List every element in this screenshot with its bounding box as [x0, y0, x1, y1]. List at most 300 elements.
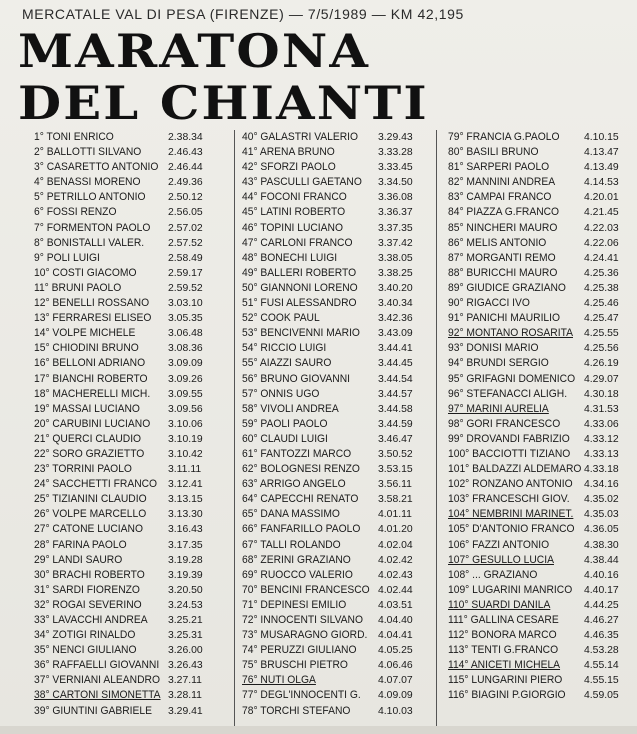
runner-name: 26° VOLPE MARCELLO: [34, 508, 147, 521]
result-row: [34, 673, 230, 688]
finish-time: 2.59.52: [168, 282, 203, 294]
finish-time: 4.09.09: [378, 690, 413, 702]
result-row: [242, 221, 428, 236]
result-row: [34, 145, 230, 160]
result-row: [242, 688, 428, 703]
runner-name: 48° BONECHI LUIGI: [242, 251, 338, 264]
finish-time: 3.37.42: [378, 237, 413, 249]
finish-time: 3.58.21: [378, 494, 413, 506]
finish-time: 3.10.06: [168, 418, 203, 430]
result-row: [242, 673, 428, 688]
runner-name: 32° ROGAI SEVERINO: [34, 598, 142, 611]
finish-time: 3.29.41: [168, 705, 203, 717]
runner-name: 107° GESULLO LUCIA: [448, 553, 554, 566]
finish-time: 3.09.09: [168, 358, 203, 370]
result-row: [242, 643, 428, 658]
finish-time: 3.38.25: [378, 267, 413, 279]
runner-name: 90° RIGACCI IVO: [448, 297, 530, 310]
runner-name: 85° NINCHERI MAURO: [448, 221, 558, 234]
column-divider: [436, 130, 437, 730]
finish-time: 4.06.46: [378, 660, 413, 672]
finish-time: 4.55.15: [584, 675, 619, 687]
runner-name: 68° ZERINI GRAZIANO: [242, 553, 351, 566]
finish-time: 3.56.11: [378, 479, 412, 491]
runner-name: 99° DROVANDI FABRIZIO: [448, 432, 570, 445]
runner-name: 15° CHIODINI BRUNO: [34, 342, 139, 355]
result-row: [34, 613, 230, 628]
runner-name: 102° RONZANO ANTONIO: [448, 478, 573, 491]
finish-time: 3.28.11: [168, 690, 202, 702]
finish-time: 4.35.02: [584, 494, 619, 506]
finish-time: 3.34.50: [378, 177, 413, 189]
finish-time: 3.12.41: [168, 479, 203, 491]
runner-name: 97° MARINI AURELIA: [448, 402, 549, 415]
runner-name: 52° COOK PAUL: [242, 312, 320, 325]
clipping-edge: [0, 726, 637, 734]
finish-time: 4.33.18: [584, 464, 619, 476]
runner-name: 53° BENCIVENNI MARIO: [242, 327, 360, 340]
finish-time: 4.24.41: [584, 252, 619, 264]
result-row: [448, 145, 637, 160]
result-row: [242, 417, 428, 432]
runner-name: 39° GIUNTINI GABRIELE: [34, 704, 152, 717]
result-row: [34, 538, 230, 553]
result-row: [34, 447, 230, 462]
result-row: [34, 522, 230, 537]
finish-time: 3.09.55: [168, 388, 203, 400]
result-row: [448, 326, 637, 341]
results-column-3: [448, 130, 637, 704]
result-row: [242, 432, 428, 447]
runner-name: 74° PERUZZI GIULIANO: [242, 644, 357, 657]
finish-time: 4.25.38: [584, 282, 619, 294]
runner-name: 79° FRANCIA G.PAOLO: [448, 131, 560, 143]
runner-name: 95° GRIFAGNI DOMENICO: [448, 372, 576, 385]
finish-time: 4.03.51: [378, 599, 413, 611]
finish-time: 3.26.00: [168, 645, 203, 657]
finish-time: 3.05.35: [168, 313, 203, 325]
finish-time: 4.05.25: [378, 645, 413, 657]
finish-time: 2.46.44: [168, 162, 203, 174]
finish-time: 3.40.20: [378, 282, 413, 294]
runner-name: 9° POLI LUIGI: [34, 251, 100, 264]
runner-name: 63° ARRIGO ANGELO: [242, 478, 346, 491]
finish-time: 3.10.19: [168, 433, 203, 445]
result-row: [448, 553, 637, 568]
finish-time: 4.25.47: [584, 313, 619, 325]
runner-name: 4° BENASSI MORENO: [34, 176, 141, 189]
finish-time: 4.46.27: [584, 615, 619, 626]
runner-name: 114° ANICETI MICHELA: [448, 659, 561, 672]
finish-time: 3.43.09: [378, 328, 413, 340]
runner-name: 51° FUSI ALESSANDRO: [242, 297, 357, 310]
result-row: [242, 628, 428, 643]
finish-time: 3.16.43: [168, 524, 203, 536]
finish-time: 3.20.50: [168, 584, 203, 596]
finish-time: 2.56.05: [168, 207, 203, 219]
finish-time: 3.19.28: [168, 554, 203, 566]
finish-time: 2.57.02: [168, 222, 203, 234]
finish-time: 4.38.30: [584, 539, 619, 551]
finish-time: 3.53.15: [378, 464, 413, 476]
runner-name: 56° BRUNO GIOVANNI: [242, 372, 351, 385]
result-row: [448, 205, 637, 220]
finish-time: 2.50.12: [168, 192, 203, 204]
finish-time: 3.44.59: [378, 418, 413, 430]
finish-time: 3.29.43: [378, 132, 413, 143]
runner-name: 96° STEFANACCI ALIGH.: [448, 387, 568, 400]
finish-time: 3.36.37: [378, 207, 413, 219]
result-row: [242, 251, 428, 266]
runner-name: 71° DEPINESI EMILIO: [242, 598, 347, 611]
finish-time: 3.17.35: [168, 539, 203, 551]
runner-name: 83° CAMPAI FRANCO: [448, 191, 552, 204]
finish-time: 4.02.44: [378, 584, 413, 596]
runner-name: 34° ZOTIGI RINALDO: [34, 629, 136, 642]
finish-time: 3.33.45: [378, 162, 413, 174]
finish-time: 4.33.13: [584, 448, 619, 460]
finish-time: 4.40.16: [584, 569, 619, 581]
result-row: [34, 130, 230, 145]
finish-time: 4.33.06: [584, 418, 619, 430]
result-row: [34, 372, 230, 387]
runner-name: 92° MONTANO ROSARITA: [448, 327, 573, 340]
result-row: [242, 175, 428, 190]
runner-name: 24° SACCHETTI FRANCO: [34, 478, 158, 491]
result-row: [242, 266, 428, 281]
runner-name: 19° MASSAI LUCIANO: [34, 402, 140, 415]
finish-time: 2.46.43: [168, 147, 203, 159]
runner-name: 61° FANTOZZI MARCO: [242, 447, 352, 460]
runner-name: 55° AIAZZI SAURO: [242, 357, 332, 370]
finish-time: 4.13.47: [584, 147, 619, 159]
result-row: [448, 673, 637, 688]
result-row: [448, 190, 637, 205]
finish-time: 4.02.04: [378, 539, 413, 551]
result-row: [242, 341, 428, 356]
runner-name: 1° TONI ENRICO: [34, 131, 114, 143]
runner-name: 13° FERRARESI ELISEO: [34, 312, 152, 325]
result-row: [242, 311, 428, 326]
result-row: [242, 447, 428, 462]
finish-time: 4.04.41: [378, 630, 413, 642]
result-row: [34, 492, 230, 507]
finish-time: 4.33.12: [584, 433, 619, 445]
finish-time: 3.13.15: [168, 494, 203, 506]
result-row: [448, 251, 637, 266]
result-row: [34, 477, 230, 492]
title-line-2: DEL CHIANTI: [18, 76, 429, 130]
runner-name: 7° FORMENTON PAOLO: [34, 221, 151, 234]
finish-time: 4.44.25: [584, 599, 619, 611]
column-divider: [234, 130, 235, 730]
result-row: [448, 236, 637, 251]
runner-name: 108° ... GRAZIANO: [448, 568, 538, 581]
runner-name: 104° NEMBRINI MARINET.: [448, 508, 574, 521]
finish-time: 2.59.17: [168, 267, 203, 279]
runner-name: 14° VOLPE MICHELE: [34, 327, 136, 340]
runner-name: 59° PAOLI PAOLO: [242, 417, 328, 430]
finish-time: 3.44.45: [378, 358, 413, 370]
runner-name: 17° BIANCHI ROBERTO: [34, 372, 148, 385]
runner-name: 38° CARTONI SIMONETTA: [34, 689, 161, 702]
result-row: [34, 281, 230, 296]
result-row: [242, 538, 428, 553]
finish-time: 4.38.44: [584, 554, 619, 566]
finish-time: 4.22.06: [584, 237, 619, 249]
finish-time: 3.08.36: [168, 343, 203, 355]
runner-name: 60° CLAUDI LUIGI: [242, 432, 328, 445]
result-row: [242, 522, 428, 537]
result-row: [448, 281, 637, 296]
result-row: [34, 704, 230, 719]
result-row: [34, 221, 230, 236]
runner-name: 54° RICCIO LUIGI: [242, 342, 327, 355]
results-column-1: [34, 130, 230, 719]
result-row: [34, 643, 230, 658]
result-row: [448, 175, 637, 190]
runner-name: 21° QUERCI CLAUDIO: [34, 432, 142, 445]
runner-name: 109° LUGARINI MANRICO: [448, 583, 573, 596]
finish-time: 4.35.03: [584, 509, 619, 521]
runner-name: 23° TORRINI PAOLO: [34, 463, 132, 476]
result-row: [242, 236, 428, 251]
finish-time: 2.38.34: [168, 132, 203, 143]
finish-time: 3.44.54: [378, 373, 413, 385]
runner-name: 106° FAZZI ANTONIO: [448, 538, 550, 551]
result-row: [34, 341, 230, 356]
result-row: [242, 553, 428, 568]
result-row: [448, 628, 637, 643]
finish-time: 4.53.28: [584, 645, 619, 657]
result-row: [242, 492, 428, 507]
result-row: [34, 266, 230, 281]
runner-name: 22° SORO GRAZIETTO: [34, 447, 145, 460]
result-row: [242, 281, 428, 296]
finish-time: 4.25.36: [584, 267, 619, 279]
finish-time: 4.13.49: [584, 162, 619, 174]
finish-time: 4.25.56: [584, 343, 619, 355]
result-row: [242, 704, 428, 719]
runner-name: 12° BENELLI ROSSANO: [34, 297, 150, 310]
result-row: [34, 356, 230, 371]
result-row: [448, 613, 637, 628]
result-row: [448, 522, 637, 537]
finish-time: 4.10.15: [584, 132, 619, 143]
finish-time: 4.29.07: [584, 373, 619, 385]
finish-time: 4.02.42: [378, 554, 413, 566]
runner-name: 47° CARLONI FRANCO: [242, 236, 353, 249]
result-row: [448, 356, 637, 371]
finish-time: 4.46.35: [584, 630, 619, 642]
result-row: [448, 130, 637, 145]
finish-time: 4.25.55: [584, 328, 619, 340]
runner-name: 93° DONISI MARIO: [448, 342, 539, 355]
result-row: [448, 598, 637, 613]
result-row: [448, 658, 637, 673]
result-row: [242, 568, 428, 583]
result-row: [242, 130, 428, 145]
runner-name: 88° BURICCHI MAURO: [448, 266, 558, 279]
result-row: [448, 462, 637, 477]
result-row: [34, 432, 230, 447]
result-row: [448, 372, 637, 387]
result-row: [242, 462, 428, 477]
result-row: [242, 507, 428, 522]
finish-time: 2.49.36: [168, 177, 203, 189]
runner-name: 81° SARPERI PAOLO: [448, 161, 550, 174]
finish-time: 3.09.56: [168, 403, 203, 415]
result-row: [448, 311, 637, 326]
finish-time: 4.55.14: [584, 660, 619, 672]
result-row: [34, 175, 230, 190]
result-row: [448, 583, 637, 598]
finish-time: 3.10.42: [168, 448, 203, 460]
finish-time: 4.40.17: [584, 584, 619, 596]
result-row: [242, 160, 428, 175]
runner-name: 116° BIAGINI P.GIORGIO: [448, 689, 566, 702]
runner-name: 101° BALDAZZI ALDEMARO: [448, 463, 582, 476]
runner-name: 36° RAFFAELLI GIOVANNI: [34, 659, 160, 672]
result-row: [242, 387, 428, 402]
result-row: [34, 568, 230, 583]
result-row: [34, 583, 230, 598]
result-row: [34, 628, 230, 643]
result-row: [448, 447, 637, 462]
result-row: [242, 583, 428, 598]
finish-time: 3.19.39: [168, 569, 203, 581]
finish-time: 3.33.28: [378, 147, 413, 159]
result-row: [242, 145, 428, 160]
title-line-1: MARATONA: [18, 24, 371, 78]
result-row: [242, 372, 428, 387]
runner-name: 65° DANA MASSIMO: [242, 508, 340, 521]
runner-name: 69° RUOCCO VALERIO: [242, 568, 353, 581]
result-row: [448, 221, 637, 236]
finish-time: 3.03.10: [168, 298, 203, 310]
result-row: [448, 266, 637, 281]
finish-time: 4.04.40: [378, 615, 413, 626]
runner-name: 57° ONNIS UGO: [242, 387, 320, 400]
result-row: [34, 326, 230, 341]
runner-name: 73° MUSARAGNO GIORD.: [242, 629, 368, 642]
runner-name: 87° MORGANTI REMO: [448, 251, 556, 264]
runner-name: 25° TIZIANINI CLAUDIO: [34, 493, 147, 506]
finish-time: 3.42.36: [378, 313, 413, 325]
runner-name: 80° BASILI BRUNO: [448, 146, 539, 159]
runner-name: 35° NENCI GIULIANO: [34, 644, 137, 657]
runner-name: 76° NUTI OLGA: [242, 674, 316, 687]
runner-name: 40° GALASTRI VALERIO: [242, 131, 359, 143]
runner-name: 110° SUARDI DANILA: [448, 598, 551, 611]
finish-time: 3.44.41: [378, 343, 413, 355]
finish-time: 4.20.01: [584, 192, 619, 204]
runner-name: 20° CARUBINI LUCIANO: [34, 417, 151, 430]
runner-name: 44° FOCONI FRANCO: [242, 191, 347, 204]
runner-name: 16° BELLONI ADRIANO: [34, 357, 146, 370]
result-row: [242, 326, 428, 341]
result-row: [34, 311, 230, 326]
finish-time: 4.02.43: [378, 569, 413, 581]
runner-name: 64° CAPECCHI RENATO: [242, 493, 359, 506]
runner-name: 70° BENCINI FRANCESCO: [242, 583, 370, 596]
result-row: [448, 296, 637, 311]
runner-name: 30° BRACHI ROBERTO: [34, 568, 145, 581]
runner-name: 112° BONORA MARCO: [448, 629, 557, 642]
finish-time: 3.06.48: [168, 328, 203, 340]
result-row: [34, 658, 230, 673]
runner-name: 98° GORI FRANCESCO: [448, 417, 561, 430]
finish-time: 4.31.53: [584, 403, 619, 415]
runner-name: 11° BRUNI PAOLO: [34, 281, 122, 294]
finish-time: 3.25.31: [168, 630, 203, 642]
runner-name: 45° LATINI ROBERTO: [242, 206, 346, 219]
finish-time: 4.26.19: [584, 358, 619, 370]
finish-time: 4.34.16: [584, 479, 619, 491]
result-row: [34, 598, 230, 613]
finish-time: 3.25.21: [168, 615, 203, 626]
runner-name: 103° FRANCESCHI GIOV.: [448, 493, 570, 506]
result-row: [448, 477, 637, 492]
finish-time: 3.50.52: [378, 448, 413, 460]
runner-name: 111° GALLINA CESARE: [448, 614, 559, 626]
result-row: [34, 160, 230, 175]
runner-name: 18° MACHERELLI MICH.: [34, 387, 151, 400]
runner-name: 113° TENTI G.FRANCO: [448, 644, 559, 657]
runner-name: 67° TALLI ROLANDO: [242, 538, 341, 551]
result-row: [34, 688, 230, 703]
runner-name: 42° SFORZI PAOLO: [242, 161, 336, 174]
finish-time: 3.36.08: [378, 192, 413, 204]
finish-time: 3.44.58: [378, 403, 413, 415]
runner-name: 94° BRUNDI SERGIO: [448, 357, 549, 370]
runner-name: 115° LUNGARINI PIERO: [448, 674, 563, 687]
result-row: [448, 538, 637, 553]
result-row: [34, 462, 230, 477]
results-column-2: [242, 130, 428, 719]
result-row: [242, 356, 428, 371]
runner-name: 58° VIVOLI ANDREA: [242, 402, 339, 415]
result-row: [448, 417, 637, 432]
finish-time: 3.40.34: [378, 298, 413, 310]
finish-time: 3.38.05: [378, 252, 413, 264]
runner-name: 66° FANFARILLO PAOLO: [242, 523, 361, 536]
finish-time: 4.25.46: [584, 298, 619, 310]
finish-time: 4.59.05: [584, 690, 619, 702]
result-row: [34, 236, 230, 251]
runner-name: 43° PASCULLI GAETANO: [242, 176, 362, 189]
runner-name: 27° CATONE LUCIANO: [34, 523, 143, 536]
finish-time: 2.58.49: [168, 252, 203, 264]
runner-name: 75° BRUSCHI PIETRO: [242, 659, 348, 672]
result-row: [242, 296, 428, 311]
runner-name: 6° FOSSI RENZO: [34, 206, 117, 219]
result-row: [242, 598, 428, 613]
runner-name: 37° VERNIANI ALEANDRO: [34, 674, 160, 687]
result-row: [448, 160, 637, 175]
finish-time: 4.21.45: [584, 207, 619, 219]
runner-name: 29° LANDI SAURO: [34, 553, 123, 566]
result-row: [448, 432, 637, 447]
runner-name: 46° TOPINI LUCIANO: [242, 221, 343, 234]
result-row: [34, 507, 230, 522]
result-row: [242, 190, 428, 205]
result-row: [34, 296, 230, 311]
result-row: [34, 553, 230, 568]
runner-name: 10° COSTI GIACOMO: [34, 266, 137, 279]
runner-name: 84° PIAZZA G.FRANCO: [448, 206, 560, 219]
finish-time: 3.11.11: [168, 464, 202, 476]
